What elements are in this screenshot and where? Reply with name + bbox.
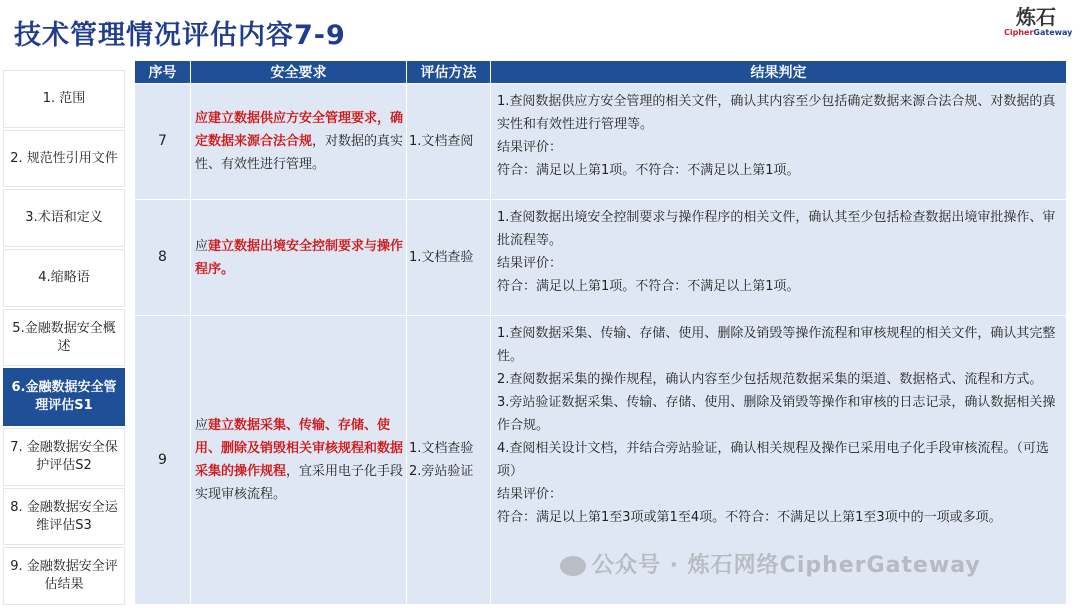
row-method: 1.文档查阅 (407, 84, 491, 200)
page-title: 技术管理情况评估内容7-9 (14, 20, 346, 51)
sidebar-item-overview[interactable]: 5.金融数据安全概述 (3, 309, 125, 367)
sidebar-item-results[interactable]: 9. 金融数据安全评估结果 (3, 547, 125, 605)
sidebar (3, 70, 125, 605)
header-result: 结果判定 (491, 61, 1067, 84)
table-row (135, 200, 1067, 316)
header-method: 评估方法 (407, 61, 491, 84)
row-requirement: 应建立数据采集、传输、存储、使用、删除及销毁相关审核规程和数据采集的操作规程，宜采用电子化手段实现审核流程。 (191, 316, 407, 605)
row-requirement: 应建立数据供应方安全管理要求，确定数据来源合法合规，对数据的真实性、有效性进行管理。 (191, 84, 407, 200)
row-method: 1.文档查验 (407, 200, 491, 316)
logo-mark: 炼石 (1016, 5, 1056, 29)
table-row (135, 84, 1067, 200)
assessment-table (134, 60, 1066, 605)
sidebar-item-operations-s3[interactable]: 8. 金融数据安全运维评估S3 (3, 488, 125, 546)
row-result: 1.查阅数据供应方安全管理的相关文件，确认其内容至少包括确定数据来源合法合规、对数据的真实性和有效性进行管理等。 结果评价： 符合：满足以上第1项。不符合：不满足以上第1项。 (491, 84, 1067, 200)
wechat-icon (560, 556, 586, 576)
row-seq: 7 (135, 84, 191, 200)
row-result: 1.查阅数据出境安全控制要求与操作程序的相关文件，确认其至少包括检查数据出境审批操作、审批流程等。 结果评价： 符合：满足以上第1项。不符合：不满足以上第1项。 (491, 200, 1067, 316)
header-seq: 序号 (135, 61, 191, 84)
row-requirement: 应建立数据出境安全控制要求与操作程序。 (191, 200, 407, 316)
sidebar-item-terms[interactable]: 3.术语和定义 (3, 189, 125, 247)
header-requirement: 安全要求 (191, 61, 407, 84)
table-header-row (135, 61, 1067, 84)
sidebar-item-protection-s2[interactable]: 7. 金融数据安全保护评估S2 (3, 428, 125, 486)
watermark: 公众号 · 炼石网络CipherGateway (560, 548, 981, 579)
row-result: 1.查阅数据采集、传输、存储、使用、删除及销毁等操作流程和审核规程的相关文件，确认其完整性。 2.查阅数据采集的操作规程，确认内容至少包括规范数据采集的渠道、数据格式、流程和方式。 3.旁站验证数据采集、传输、存储、使用、删除及销毁等操作和审核的日志记录，确认数据相关操作合规。 4.查阅相关设计文档，并结合旁站验证，确认相关规程及操作已采用电子化手段审核流程。（可选项） 结果评价： 符合：满足以上第1至3项或第1至4项。不符合：不满足以上第1至3项中的一项或多项。 (491, 316, 1067, 605)
brand-logo (1004, 5, 1073, 38)
logo-subtitle: CipherGateway (1004, 28, 1073, 37)
row-method: 1.文档查验 2.旁站验证 (407, 316, 491, 605)
sidebar-item-abbreviations[interactable]: 4.缩略语 (3, 249, 125, 307)
sidebar-item-normative-references[interactable]: 2. 规范性引用文件 (3, 130, 125, 188)
sidebar-item-scope[interactable]: 1. 范围 (3, 70, 125, 128)
sidebar-item-management-s1[interactable]: 6.金融数据安全管理评估S1 (3, 368, 125, 426)
row-seq: 9 (135, 316, 191, 605)
row-seq: 8 (135, 200, 191, 316)
